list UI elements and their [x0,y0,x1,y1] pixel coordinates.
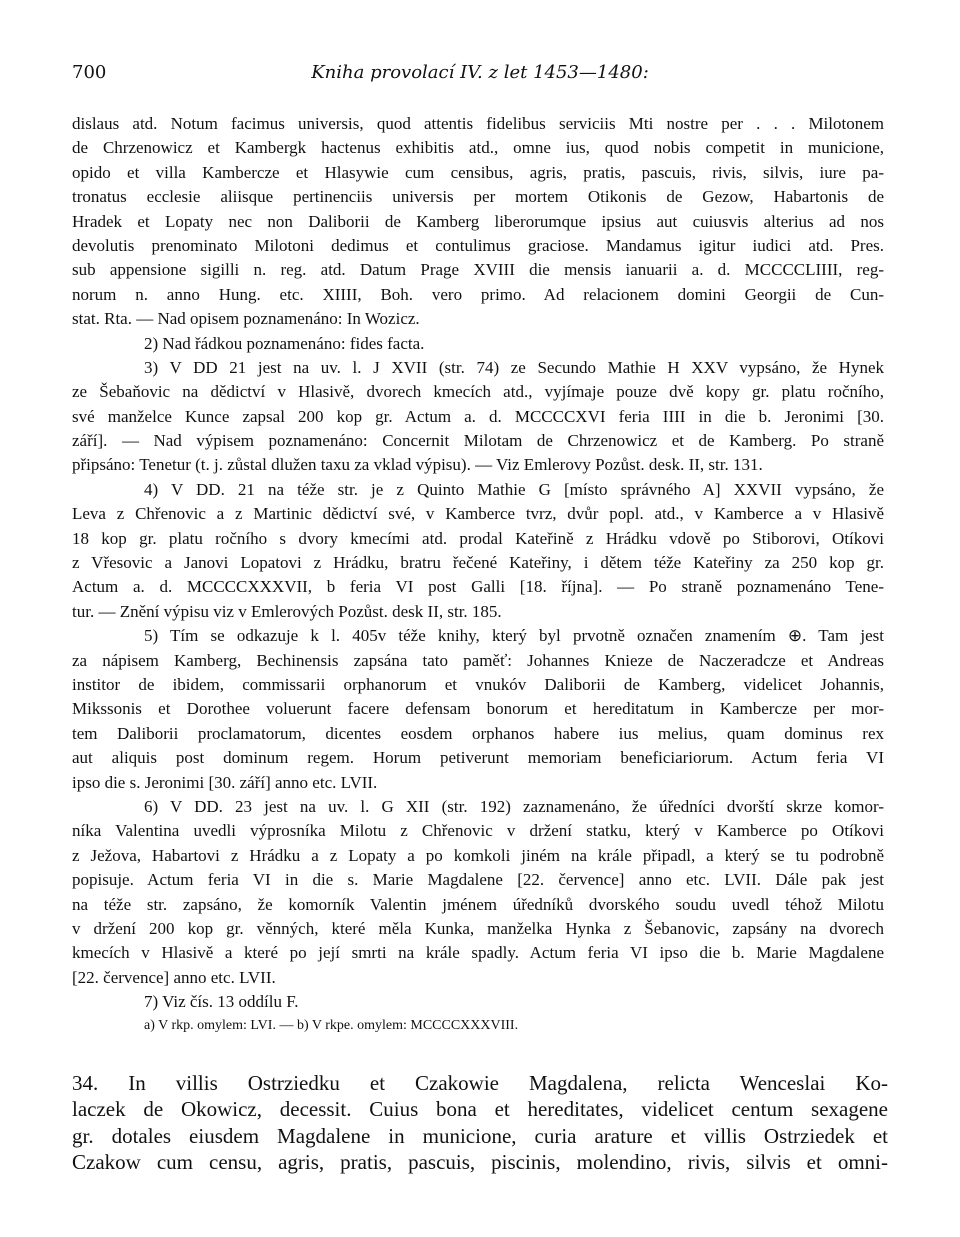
entry-line: gr. dotales eiusdem Magdalene in municione, curia arature et villis Ostrziedek et [72,1123,888,1148]
note-line: devolutis prenominato Milotoni dedimus et contulimus graciose. Mandamus igitur iudici atd. Pres. [72,235,884,255]
note-line: [22. července] anno etc. LVII. [72,967,276,987]
note-line: Hradek et Lopaty nec non Daliborii de Kamberg liberorumque ipsius aut cuiusvis alterius ad nos [72,211,884,231]
note-line: z Ježova, Habartovi z Hrádku a z Lopaty a po komkoli jiném na krále připadl, a který se tu podrobně [72,845,884,865]
note-line: institor de ibidem, commissarii orphanorum et vnukóv Daliborii de Kamberg, videlicet Johannis, [72,674,884,694]
note-line: popisuje. Actum feria VI in die s. Marie Magdalene [22. července] anno etc. LVII. Dále pak jest [72,870,884,890]
note-line: na téže str. zapsáno, že komorník Valentin jménem úředníků dvorského soudu uvedl téhož Milotu [72,894,884,914]
note-line: v držení 200 kop gr. věnných, které měla Kunka, manželka Hynka z Šebanovic, zapsány na dvorech [72,918,884,938]
footnotes-block [72,112,884,1039]
note-line: 18 kop gr. platu ročního s dvory kmecími atd. prodal Kateřině z Hrádku vdově po Stiborovi, Otíkovi [72,528,884,548]
page-header [72,62,888,88]
note-line: září]. — Nad výpisem poznamenáno: Concernit Milotam de Chrzenowicz et de Kamberg. Po straně [72,431,884,451]
entry-line: Czakow cum censu, agris, pratis, pascuis, piscinis, molendino, rivis, silvis et omni- [72,1149,888,1174]
note-line: a) V rkp. omylem: LVI. — b) V rkpe. omylem: MCCCCXXXVIII. [144,1018,519,1034]
note-line: Actum a. d. MCCCCXXXVII, b feria VI post Galli [18. října]. — Po straně poznamenáno Tene- [72,577,884,597]
note-line: 3) V DD 21 jest na uv. l. J XVII (str. 74) ze Secundo Mathie H XXV vypsáno, že Hynek [144,357,884,377]
note-line: ipso die s. Jeronimi [30. září] anno etc. LVII. [72,772,378,792]
note-line: z Vřesovic a Janovi Lopatovi z Hrádku, bratru řečené Kateřiny, i dětem téže Kateřiny za 250 kop gr. [72,553,884,573]
note-line: tur. — Znění výpisu viz v Emlerových Pozůst. desk II, str. 185. [72,601,502,621]
note-line: ze Šebaňovic na dědictví v Hlasivě, dvorech kmecích atd., vyjímaje pouze dvě kopy gr. platu ročního, [72,382,884,402]
note-line: Leva z Chřenovic a z Martinic dědictví své, v Kamberce tvrz, dvůr popl. atd., v Kamberce a v Hlasivě [72,504,884,524]
note-line: své manželce Kunce zapsal 200 kop gr. Actum a. d. MCCCCXVI feria IIII in die b. Jeronimi [30. [72,406,884,426]
note-line: aut aliquis post dominum regem. Horum petiverunt memoriam beneficiariorum. Actum feria VI [72,748,884,768]
page-number: 700 [72,62,107,83]
note-line: opido et villa Kambercze et Hlasywie cum censibus, agris, pratis, pascuis, rivis, silvis, iure pa- [72,162,884,182]
note-line: za nápisem Kamberg, Bechinensis zapsána tato paměť: Johannes Knieze de Naczeradcze et Andreas [72,650,884,670]
note-line: níka Valentina uvedli výprosníka Milotu z Chřenovic v držení statku, který v Kamberce po Otíkovi [72,821,884,841]
note-line: stat. Rta. — Nad opisem poznamenáno: In Wozicz. [72,309,420,329]
note-line: kmecích v Hlasivě a které po její smrti na krále spadly. Actum feria VI ipso die b. Marie Magdalene [72,943,884,963]
note-line: dislaus atd. Notum facimus universis, quod attentis fidelibus serviciis Mti nostre per . . . Milotonem [72,114,884,133]
entry-34 [72,1070,888,1175]
note-line: tronatus ecclesie aliisque pertinenciis universis per mortem Otikonis de Gezow, Habartonis de [72,187,884,207]
note-line: připsáno: Tenetur (t. j. zůstal dlužen taxu za vklad výpisu). — Viz Emlerovy Pozůst. desk. II, str. 131. [72,455,763,475]
note-line: tem Daliborii proclamatorum, dicentes eosdem orphanos habere ius melius, quam dominus rex [72,723,884,743]
note-line: sub appensione sigilli n. reg. atd. Datum Prage XVIII die mensis ianuarii a. d. MCCCCLIIII, reg- [72,260,884,280]
note-line: 2) Nad řádkou poznamenáno: fides facta. [144,333,425,353]
note-line: norum n. anno Hung. etc. XIIII, Boh. vero primo. Ad relacionem domini Georgii de Cun- [72,284,884,304]
note-line: 5) Tím se odkazuje k l. 405v téže knihy, který byl prvotně označen znamením ⊕. Tam jest [144,626,884,646]
entry-line: 34. In villis Ostrziedku et Czakowie Magdalena, relicta Wenceslai Ko- [72,1071,888,1095]
note-line: 7) Viz čís. 13 oddílu F. [144,992,299,1012]
entry-line: laczek de Okowicz, decessit. Cuius bona et hereditates, videlicet centum sexagene [72,1097,888,1122]
note-line: de Chrzenowicz et Kambergk hactenus exhibitis atd., omne ius, quod nobis competit in municione, [72,138,884,158]
note-line: Mikssonis et Dorothee voluerunt facere defensam bonorum et hereditatum in Kamberczе per mor- [72,699,884,719]
note-line: 6) V DD. 23 jest na uv. l. G XII (str. 192) zaznamenáno, že úředníci dvorští skrze komor- [144,796,884,816]
note-line: 4) V DD. 21 na téže str. je z Quinto Mathie G [místo správného A] XXVII vypsáno, že [144,479,884,499]
running-title: Kniha provolací IV. z let 1453—1480: [311,62,649,83]
